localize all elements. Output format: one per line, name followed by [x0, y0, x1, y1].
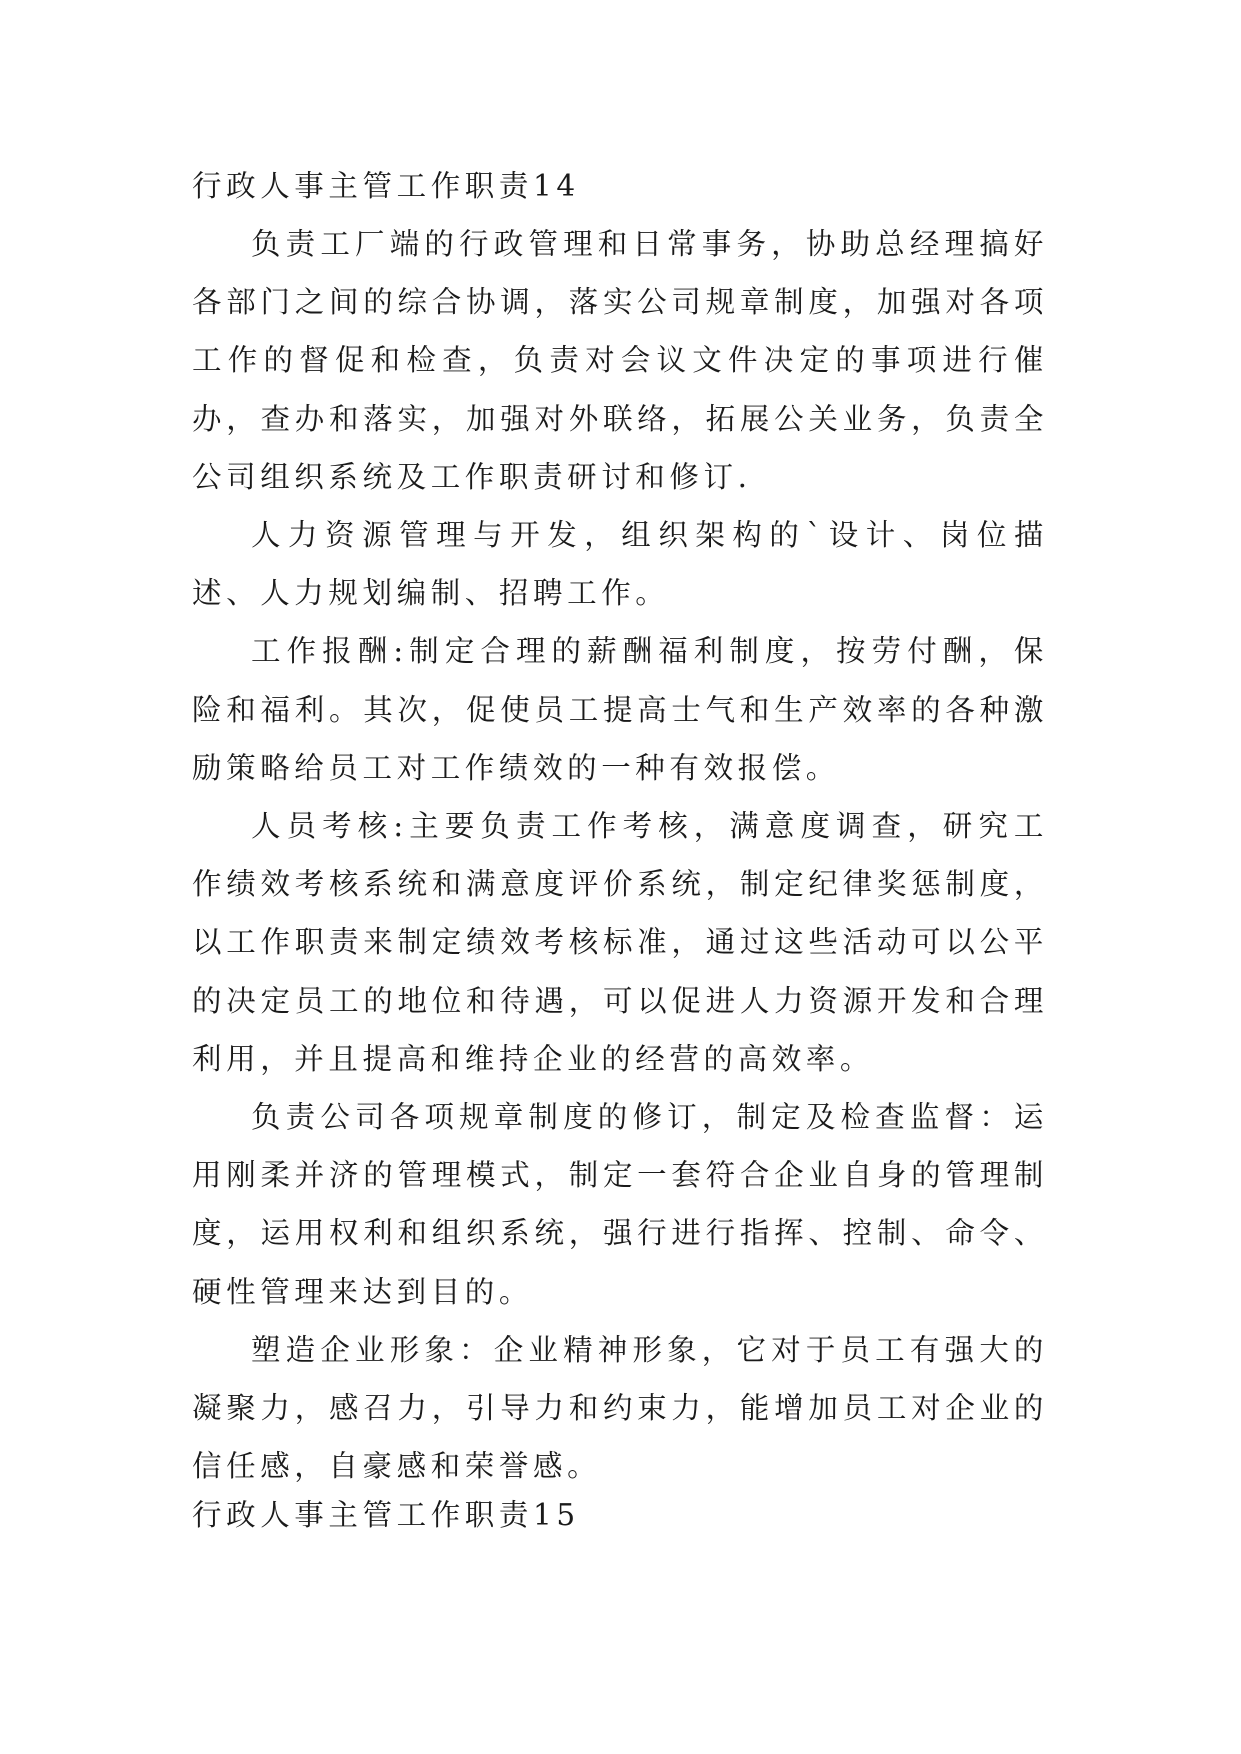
section-heading-next: 行政人事主管工作职责15 [192, 1498, 580, 1532]
paragraph-corporate-image: 塑造企业形象：企业精神形象，它对于员工有强大的凝聚力，感召力，引导力和约束力，能增加员工对企业的信任感，自豪感和荣誉感。 [192, 1332, 1048, 1484]
paragraph-regulations: 负责公司各项规章制度的修订，制定及检查监督：运用刚柔并济的管理模式，制定一套符合企业自身的管理制度，运用权利和组织系统，强行进行指挥、控制、命令、硬性管理来达到目的。 [192, 1100, 1048, 1309]
paragraph-admin-duties: 负责工厂端的行政管理和日常事务，协助总经理搞好各部门之间的综合协调，落实公司规章制度，加强对各项工作的督促和检查，负责对会议文件决定的事项进行催办，查办和落实，加强对外联络，拓展公关业务，负责全公司组织系统及工作职责研讨和修订. [192, 227, 1048, 494]
paragraph-hr-development: 人力资源管理与开发，组织架构的`设计、岗位描述、人力规划编制、招聘工作。 [192, 518, 1048, 611]
paragraph-performance-review: 人员考核:主要负责工作考核，满意度调查，研究工作绩效考核系统和满意度评价系统，制定纪律奖惩制度，以工作职责来制定绩效考核标准，通过这些活动可以公平的决定员工的地位和待遇，可以促进人力资源开发和合理利用，并且提高和维持企业的经营的高效率。 [192, 809, 1048, 1076]
section-heading: 行政人事主管工作职责14 [192, 169, 580, 203]
document-body [192, 215, 1048, 1495]
paragraph-compensation: 工作报酬:制定合理的薪酬福利制度，按劳付酬，保险和福利。其次，促使员工提高士气和生产效率的各种激励策略给员工对工作绩效的一种有效报偿。 [192, 634, 1048, 785]
